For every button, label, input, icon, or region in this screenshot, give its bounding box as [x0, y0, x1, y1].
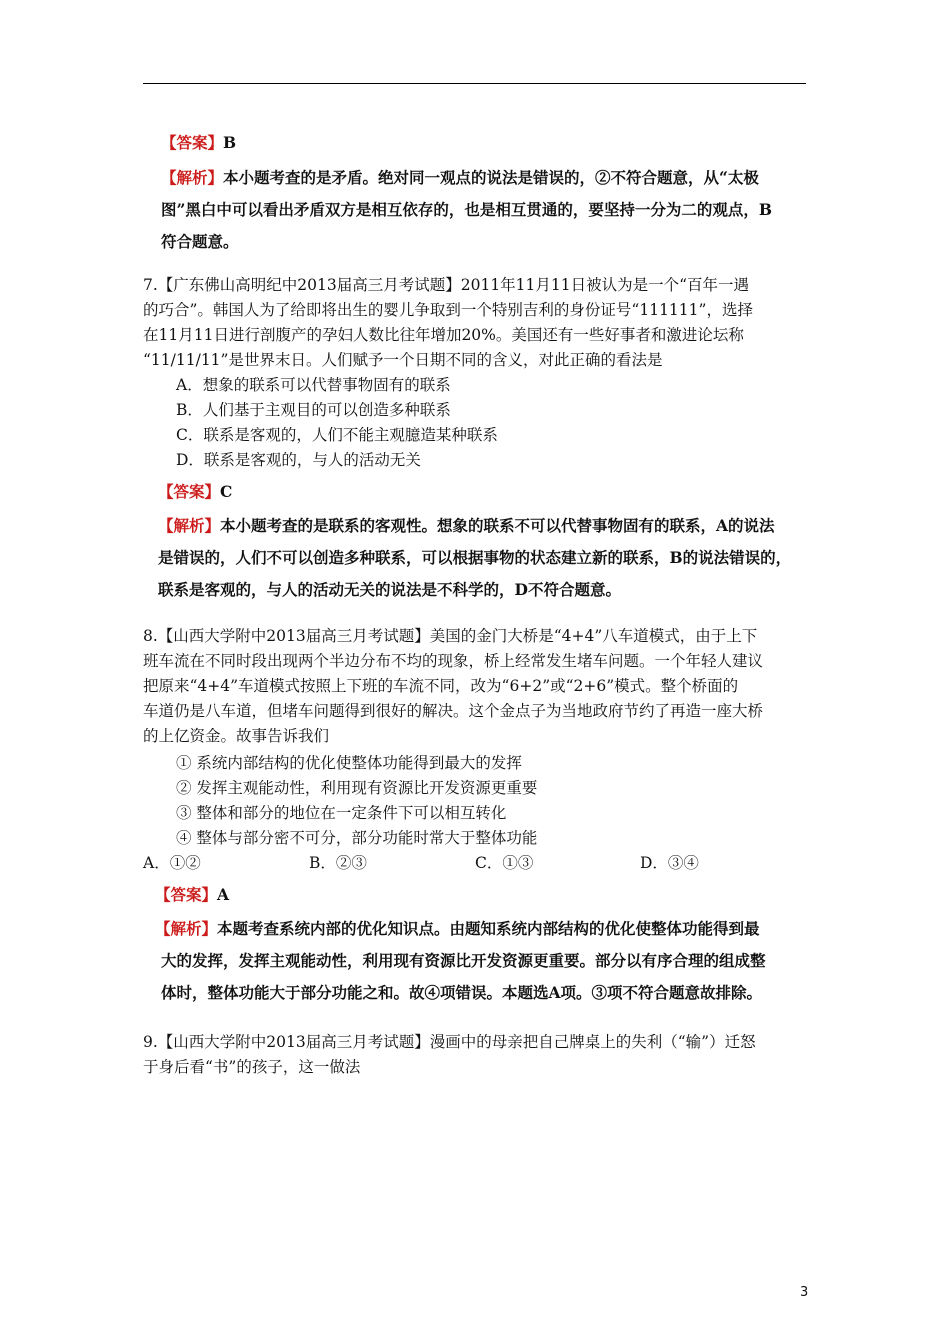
question-line [143, 273, 749, 295]
line-text: 是错误的，人们不可以创造多种联系，可以根据事物的状态建立新的联系，B的说法错误的， [158, 548, 792, 567]
q8-option-a: A．①② [143, 854, 201, 872]
line-text: B．人们基于主观目的可以创造多种联系 [176, 401, 451, 419]
line-text: 图”黑白中可以看出矛盾双方是相互依存的，也是相互贯通的，要坚持一分为二的观点，B [161, 200, 773, 219]
question-line [143, 699, 763, 721]
question-line [176, 801, 506, 823]
line-text: “11/11/11”是世界末日。人们赋予一个日期不同的含义，对此正确的看法是 [143, 351, 663, 369]
line-text: 大的发挥，发挥主观能动性，利用现有资源比开发资源更重要。部分以有序合理的组成整 [161, 951, 766, 970]
question-line [143, 674, 738, 696]
line-text: ④ 整体与部分密不可分，部分功能时常大于整体功能 [176, 829, 538, 847]
analysis-continuation [158, 546, 791, 568]
line-text: 联系是客观的，与人的活动无关的说法是不科学的，D不符合题意。 [158, 580, 621, 599]
question-line [176, 826, 537, 848]
question-line [143, 649, 763, 671]
answer-tag: 【答案】 [155, 885, 218, 904]
line-text: 8.【山西大学附中2013届高三月考试题】美国的金门大桥是“4+4”八车道模式，由于上下 [143, 627, 758, 645]
answer-tag: 【答案】 [161, 133, 224, 152]
question-line [143, 298, 753, 320]
line-text: 体时，整体功能大于部分功能之和。故④项错误。本题选A项。③项不符合题意故排除。 [161, 983, 763, 1002]
answer-line [161, 131, 236, 153]
analysis-line [161, 166, 759, 188]
line-text: 于身后看“书”的孩子，这一做法 [143, 1058, 361, 1076]
q8-option-b: B．②③ [309, 854, 367, 872]
analysis-continuation [161, 981, 762, 1003]
line-text: 车道仍是八车道，但堵车问题得到很好的解决。这个金点子为当地政府节约了再造一座大桥 [143, 702, 764, 720]
line-text: ① 系统内部结构的优化使整体功能得到最大的发挥 [176, 754, 522, 772]
line-text: 本小题考查的是矛盾。绝对同一观点的说法是错误的，②不符合题意，从“太极 [223, 168, 759, 187]
question-line [143, 1055, 360, 1077]
line-text: 的巧合”。韩国人为了给即将出生的婴儿争取到一个特别吉利的身份证号“111111”，选择 [143, 301, 753, 319]
analysis-continuation [158, 578, 621, 600]
header-rule [143, 83, 806, 84]
line-text: 的上亿资金。故事告诉我们 [143, 727, 330, 745]
answer-tag: 【答案】 [158, 482, 221, 501]
question-line [143, 1030, 756, 1052]
line-text: 7.【广东佛山高明纪中2013届高三月考试题】2011年11月11日被认为是一个“百年一遇 [143, 276, 750, 294]
page-number: 3 [800, 1285, 809, 1300]
q8-option-d: D．③④ [640, 854, 699, 872]
answer-line [158, 480, 232, 502]
analysis-line [158, 514, 775, 536]
question-line [176, 423, 498, 445]
line-text: A [217, 885, 230, 904]
analysis-tag: 【解析】 [158, 516, 221, 535]
analysis-tag: 【解析】 [155, 919, 218, 938]
analysis-continuation [161, 198, 772, 220]
line-text: 班车流在不同时段出现两个半边分布不均的现象，桥上经常发生堵车问题。一个年轻人建议 [143, 652, 764, 670]
question-line [143, 724, 329, 746]
line-text: 把原来“4+4”车道模式按照上下班的车流不同，改为“6+2”或“2+6”模式。整个桥面的 [143, 677, 739, 695]
line-text: C [220, 482, 233, 501]
analysis-line [155, 917, 760, 939]
line-text: C．联系是客观的，人们不能主观臆造某种联系 [176, 426, 498, 444]
line-text: B [223, 133, 237, 152]
question-line [176, 373, 451, 395]
question-line [176, 751, 522, 773]
analysis-continuation [161, 949, 766, 971]
question-line [143, 323, 744, 345]
line-text: A．想象的联系可以代替事物固有的联系 [176, 376, 451, 394]
line-text: 本小题考查的是联系的客观性。想象的联系不可以代替事物固有的联系，A的说法 [220, 516, 775, 535]
line-text: D．联系是客观的，与人的活动无关 [176, 451, 421, 469]
line-text: 本题考查系统内部的优化知识点。由题知系统内部结构的优化使整体功能得到最 [217, 919, 760, 938]
analysis-tag: 【解析】 [161, 168, 224, 187]
answer-line [155, 883, 229, 905]
line-text: 符合题意。 [161, 232, 239, 251]
line-text: 在11月11日进行剖腹产的孕妇人数比往年增加20%。美国还有一些好事者和激进论坛称 [143, 326, 744, 344]
question-line [176, 448, 421, 470]
question-line [143, 348, 662, 370]
q8-option-c: C．①③ [475, 854, 534, 872]
line-text: ③ 整体和部分的地位在一定条件下可以相互转化 [176, 804, 507, 822]
line-text: ② 发挥主观能动性，利用现有资源比开发资源更重要 [176, 779, 538, 797]
question-line [176, 398, 451, 420]
question-line [143, 624, 757, 646]
question-line [176, 776, 537, 798]
line-text: 9.【山西大学附中2013届高三月考试题】漫画中的母亲把自己牌桌上的失利（“输”）迁怒 [143, 1033, 756, 1051]
analysis-continuation [161, 230, 239, 252]
